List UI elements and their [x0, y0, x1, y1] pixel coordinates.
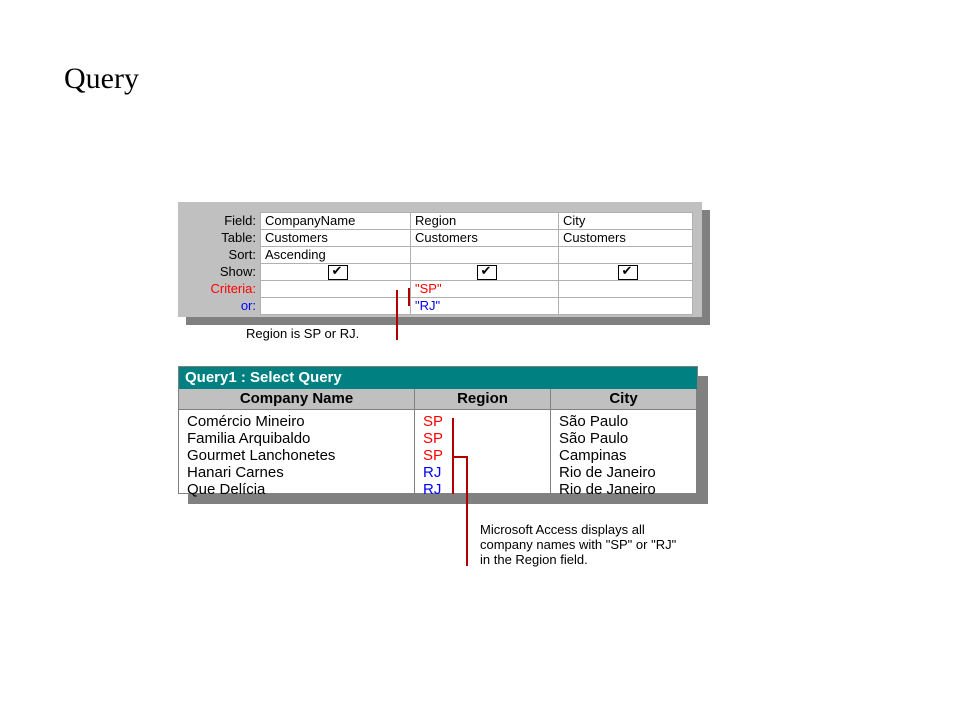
table-row [178, 230, 693, 247]
show-label: Show: [219, 264, 256, 279]
callout-bracket [396, 290, 412, 340]
city-cell[interactable]: São Paulo [559, 430, 629, 447]
field-cell[interactable]: Region [411, 213, 559, 230]
show-checkbox[interactable] [328, 265, 348, 280]
grid-panel [178, 202, 702, 317]
region-cell[interactable]: SP [423, 430, 444, 447]
criteria-cell[interactable] [559, 281, 693, 298]
company-cell[interactable]: Hanari Carnes [187, 464, 284, 481]
field-label: Field: [224, 213, 256, 228]
region-column [415, 410, 551, 498]
table-cell[interactable]: Customers [411, 230, 559, 247]
field-cell[interactable]: City [559, 213, 693, 230]
city-cell[interactable]: Campinas [559, 447, 627, 464]
city-cell[interactable]: São Paulo [559, 413, 629, 430]
table-label: Table: [221, 230, 256, 245]
results-header [179, 389, 697, 410]
query-design-grid [178, 202, 702, 317]
show-cell [559, 264, 693, 281]
criteria-label: Criteria: [210, 281, 256, 296]
or-cell[interactable] [261, 298, 411, 315]
show-cell [261, 264, 411, 281]
sort-cell[interactable]: Ascending [261, 247, 411, 264]
column-header-company-name[interactable]: Company Name [179, 389, 415, 409]
column-header-city[interactable]: City [551, 389, 697, 409]
or-cell[interactable]: "RJ" [411, 298, 559, 315]
show-cell [411, 264, 559, 281]
criteria-cell[interactable] [261, 281, 411, 298]
results-panel [178, 366, 698, 498]
company-cell[interactable]: Comércio Mineiro [187, 413, 305, 430]
city-column [551, 410, 697, 498]
city-cell[interactable]: Rio de Janeiro [559, 464, 656, 481]
sort-cell[interactable] [559, 247, 693, 264]
table-cell[interactable]: Customers [261, 230, 411, 247]
company-cell[interactable]: Gourmet Lanchonetes [187, 447, 336, 464]
results-callout [480, 522, 750, 567]
criteria-table [178, 212, 693, 315]
or-row [178, 298, 693, 315]
slide-title: Query [64, 62, 139, 95]
criteria-row [178, 281, 693, 298]
show-checkbox[interactable] [477, 265, 497, 280]
company-column [179, 410, 415, 498]
results-body [179, 410, 697, 498]
city-cell[interactable]: Rio de Janeiro [559, 481, 656, 498]
region-cell[interactable]: RJ [423, 481, 442, 498]
region-cell[interactable]: RJ [423, 464, 442, 481]
select-query-window [178, 366, 698, 498]
table-cell[interactable]: Customers [559, 230, 693, 247]
or-label: or: [240, 298, 256, 313]
window-title[interactable]: Query1 : Select Query [179, 367, 697, 389]
company-cell[interactable]: Que Delícia [187, 481, 266, 498]
results-callout-line-2: company names with "SP" or "RJ" [480, 537, 677, 552]
or-cell[interactable] [559, 298, 693, 315]
results-callout-line-3: in the Region field. [480, 552, 588, 567]
sort-row [178, 247, 693, 264]
results-callout-line-1: Microsoft Access displays all [480, 522, 645, 537]
show-checkbox[interactable] [618, 265, 638, 280]
company-cell[interactable]: Familia Arquibaldo [187, 430, 311, 447]
field-row [178, 213, 693, 230]
results-callout-line [466, 456, 468, 566]
show-row [178, 264, 693, 281]
sort-label: Sort: [228, 247, 256, 262]
region-cell[interactable]: SP [423, 447, 444, 464]
grid-callout: Region is SP or RJ. [246, 326, 360, 341]
criteria-cell[interactable]: "SP" [411, 281, 559, 298]
field-cell[interactable]: CompanyName [261, 213, 411, 230]
sort-cell[interactable] [411, 247, 559, 264]
column-header-region[interactable]: Region [415, 389, 551, 409]
region-cell[interactable]: SP [423, 413, 444, 430]
